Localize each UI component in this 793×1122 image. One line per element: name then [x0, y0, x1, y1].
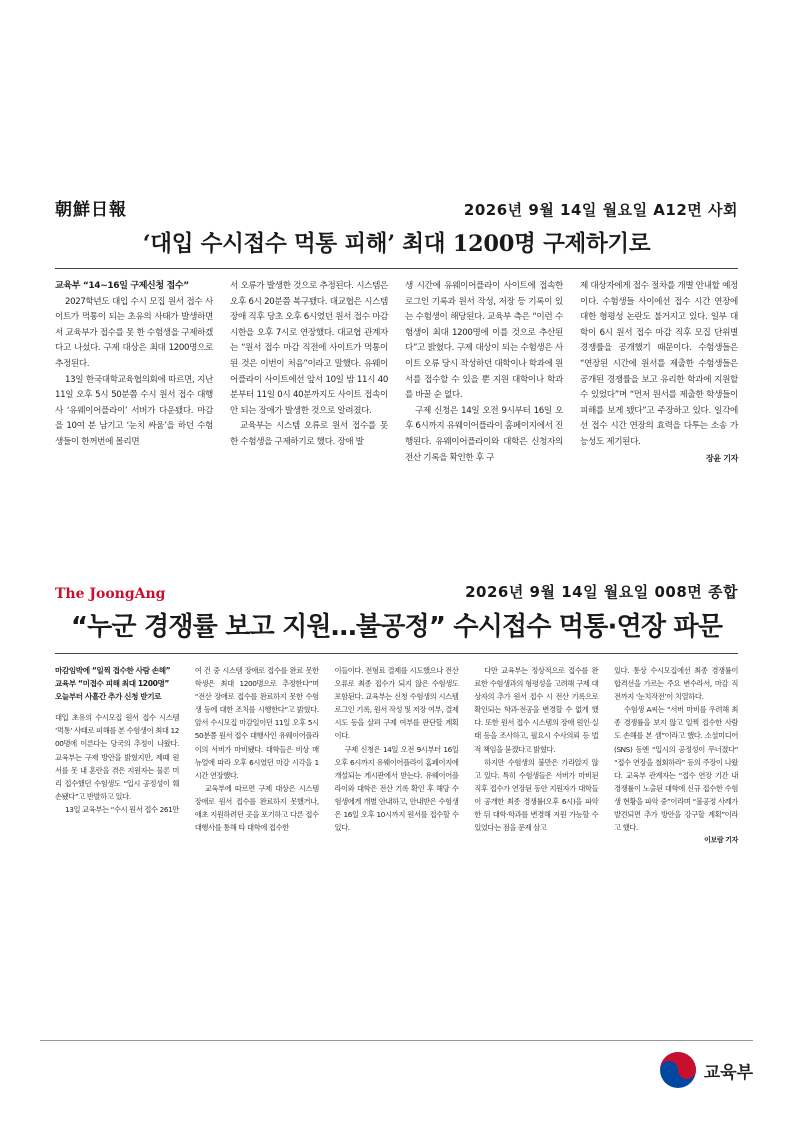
- article-column-5: [614, 664, 738, 847]
- article-paragraph: 이들이다. 전형료 결제를 시도했으나 전산 오류로 최종 접수가 되지 않은 수험생도 포함된다. 교육부는 신청 수험생의 시스템 로그인 기록, 원서 작성 및 저장 여부, 결제 시도 등을 살펴 구제 여부를 판단할 계획이다.: [334, 666, 459, 741]
- article-byline: 이보람 기자: [704, 836, 738, 845]
- article-paragraph: 구제 신청은 14일 오전 9시부터 16일 오후 6시까지 유웨이어플라이 홈페이지에서 진행된다. 유웨이어플라이와 대학은 신청자의 전산 기록을 확인한 후 구: [405, 405, 563, 463]
- newspaper-logo: The JoongAng: [55, 586, 166, 602]
- article-headline: “누군 경쟁률 보고 지원…불공정” 수시접수 먹통·연장 파문: [70, 612, 723, 642]
- article-paragraph: 교육부에 따르면 구제 대상은 시스템 장애로 원서 접수를 완료하지 못했거나, 애초 지원하려던 곳을 포기하고 다른 접수 대행사를 통해 타 대학에 접수한: [194, 783, 319, 833]
- ministry-logo: [658, 1050, 753, 1090]
- article-paragraph: 대입 초유의 수시모집 원서 접수 시스템 ‘먹통’ 사태로 피해를 본 수험생이 최대 1200명에 이른다는 당국의 추정이 나왔다. 교육부는 구제 방안을 밝혔지만, 제때 원서를 못 내 혼란을 겪은 지원자는 물론 미리 접수했던 수험생도 “입시 공정성이 훼손됐다”고 반발하고 있다.: [55, 713, 179, 801]
- article-paragraph: 서 오류가 발생한 것으로 추정된다. 시스템은 오후 6시 20분쯤 복구됐다. 대교협은 시스템 장애 직후 당초 오후 6시였던 원서 접수 마감 시한을 오후 7시로 연장했다. 대교협 관계자는 “원서 접수 마감 직전에 사이트가 먹통이 된 것은 이번이 처음”이라고 말했다. 유웨이어플라이 사이트에선 앞서 10일 밤 11시 40분부터 11일 0시 40분까지도 사이트 접속이 안 되는 장애가 발생한 것으로 알려졌다.: [230, 281, 388, 416]
- article-column-3: [335, 664, 459, 847]
- article-paragraph: 13일 교육부는 “수시 원서 접수 261만: [65, 804, 179, 814]
- article-column-2: [230, 279, 388, 466]
- article-masthead: [55, 574, 738, 602]
- taegeuk-emblem-icon: [658, 1050, 698, 1090]
- article-headline: ‘대입 수시접수 먹통 피해’ 최대 1200명 구제하기로: [142, 231, 651, 257]
- article-column-2: [195, 664, 319, 847]
- article-paragraph: 있다. 통상 수시모집에선 최종 경쟁률이 합격선을 가르는 주요 변수라서, 마감 직전까지 ‘눈치작전’이 치열하다.: [614, 666, 738, 702]
- article-subhead: 마감임박에 “일찍 접수한 사람 손해”: [55, 666, 171, 675]
- article-paragraph: 제 대상자에게 접수 절차를 개별 안내할 예정이다. 수험생들 사이에선 접수 시간 연장에 대한 형평성 논란도 불거지고 있다. 일부 대학이 6시 원서 접수 마감 직후 모집 단위별 경쟁률을 공개했기 때문이다. 수험생들은 “연장된 시간에 원서를 제출한 수험생들은 공개된 경쟁률을 보고 유리한 학과에 지원할 수 있었다”며 “먼저 원서를 제출한 학생들이 피해를 보게 됐다”고 주장하고 있다. 일각에선 접수 시간 연장의 효력을 다투는 소송 가능성도 제기된다.: [580, 281, 738, 447]
- article-dateline: 2026년 9월 14일 월요일 A12면 사회: [463, 201, 738, 219]
- article-paragraph: 13일 한국대학교육협의회에 따르면, 지난 11일 오후 5시 50분쯤 수시 원서 접수 대행사 ‘유웨이어플라이’ 서버가 다운됐다. 마감을 10여 분 남기고 ‘눈치 싸움’을 하던 수험생들이 한꺼번에 몰리면: [55, 374, 213, 447]
- article-paragraph: 다만 교육부는 정상적으로 접수를 완료한 수험생과의 형평성을 고려해 구제 대상자의 추가 원서 접수 시 전산 기록으로 확인되는 학과·전공을 변경할 수 없게 했다. 또한 원서 접수 시스템의 장애 원인·실태 등을 조사하고, 필요시 수사의뢰 등 법적 책임을 묻겠다고 밝혔다.: [474, 666, 599, 754]
- headline-divider: [55, 653, 738, 654]
- article-paragraph: 하지만 수험생의 불만은 가라앉지 않고 있다. 특히 수험생들은 서버가 마비된 직후 접수가 연장된 동안 지원자가 대학들이 공개한 최종 경쟁률(오후 6시)을 파악한 뒤 대학·학과를 변경해 지원 가능할 수 있었다는 점을 문제 삼고: [474, 757, 599, 833]
- headline-divider: [55, 268, 738, 269]
- footer-divider: [40, 1040, 753, 1041]
- article-byline: 장윤 기자: [706, 453, 738, 463]
- ministry-name: 교육부: [703, 1062, 753, 1083]
- article-column-4: [580, 279, 738, 466]
- article-paragraph: 구제 신청은 14일 오전 9시부터 16일 오후 6시까지 유웨이어플라이 홈페이지에 개설되는 게시판에서 받는다. 유웨이어플라이와 대학은 전산 기록 확인 후 해당 수험생에게 개별 안내하고, 안내받은 수험생은 16일 오후 10시까지 원서를 접수할 수 있다.: [334, 744, 459, 833]
- article-column-1: [55, 664, 179, 847]
- article-paragraph: 교육부는 시스템 오류로 원서 접수를 못 한 수험생을 구제하기로 했다. 장애 발: [230, 421, 388, 447]
- article-subhead: 교육부 “미접수 피해 최대 1200명”: [55, 679, 169, 689]
- article-subhead: 오늘부터 사흘간 추가 신청 받기로: [55, 692, 162, 702]
- article-column-1: [55, 279, 213, 466]
- newspaper-logo: 朝鮮日報: [55, 200, 127, 220]
- article-body: [55, 279, 738, 466]
- article-masthead: [55, 192, 738, 220]
- article-joongang: [55, 574, 738, 847]
- article-subheads: [55, 664, 179, 703]
- article-paragraph: 2027학년도 대입 수시 모집 원서 접수 사이트가 먹통이 되는 초유의 사태가 발생하면서 교육부가 접수를 못 한 수험생을 구제하겠다고 나섰다. 구제 대상은 최대 1200명으로 추정된다.: [55, 296, 213, 369]
- article-dateline: 2026년 9월 14일 월요일 008면 종합: [465, 583, 738, 601]
- article-paragraph: 생 시간에 유웨이어플라이 사이트에 접속한 로그인 기록과 원서 작성, 저장 등 기록이 있는 수험생이 해당된다. 교육부 측은 “이런 수험생이 최대 1200명에 이를 것으로 추산된다”고 밝혔다. 구제 대상이 되는 수험생은 사이트 오류 당시 작성하던 대학이나 학과에 원서를 접수할 수 있을 뿐 지원 대학이나 학과를 바꿀 순 없다.: [405, 281, 563, 401]
- article-body: [55, 664, 738, 847]
- article-paragraph: 여 건 중 시스템 장애로 접수를 완료 못한 학생은 최대 1200명으로 추정한다”며 “전산 장애로 접수를 완료하지 못한 수험생 등에 대한 조치를 시행한다”고 밝혔다. 앞서 수시모집 마감일이던 11일 오후 5시50분쯤 원서 접수 대행사인 유웨이어플라이의 서버가 마비됐다. 대학들은 비상 매뉴얼에 따라 오후 6시였던 마감 시각을 1시간 연장했다.: [194, 666, 319, 780]
- article-paragraph: 수험생 A씨는 “서버 마비를 우려해 최종 경쟁률을 보지 않고 일찍 접수한 사람도 손해를 본 셈”이라고 했다. 소셜미디어(SNS) 등엔 “입시의 공정성이 무너졌다” “접수 연장을 철회하라” 등의 주장이 나왔다. 교육부 관계자는 “접수 연장 기간 내 경쟁률이 노출된 대학에 신규 접수한 수험생 현황을 파악 중”이라며 “불공정 사례가 발견되면 추가 방안을 강구할 계획”이라고 했다.: [614, 705, 738, 833]
- article-column-3: [405, 279, 563, 466]
- article-column-4: [474, 664, 598, 847]
- article-subhead: 교육부 “14~16일 구제신청 접수”: [55, 281, 189, 291]
- article-chosun: [55, 192, 738, 466]
